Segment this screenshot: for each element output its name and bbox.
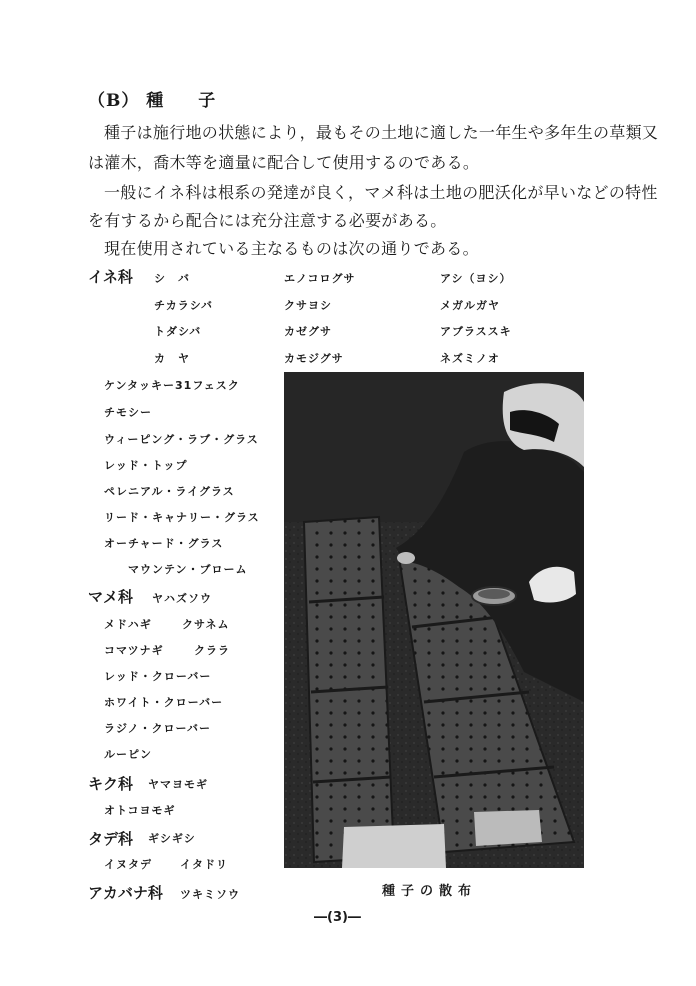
section-title-b: 子	[198, 91, 217, 111]
species-name: ヤハズソウ	[152, 592, 212, 605]
species-name: レッド・トップ	[104, 459, 188, 472]
species-name: エノコログサ	[284, 272, 356, 285]
species-name: イヌタデ	[104, 858, 152, 871]
paragraph-line: を有するから配合には充分注意する必要がある。	[88, 211, 447, 230]
family-label-ine: イネ科	[88, 268, 133, 286]
species-name: トダシバ	[154, 325, 202, 338]
species-name: チカラシバ	[154, 299, 214, 312]
section-title-a: 種	[146, 91, 165, 111]
species-name: クサネム	[182, 618, 230, 631]
species-name: レッド・クローバー	[104, 670, 212, 683]
family-label-mame: マメ科	[88, 588, 134, 606]
species-name: コマツナギ	[104, 644, 164, 657]
species-name: マウンテン・ブローム	[128, 563, 248, 576]
species-name: オーチャード・グラス	[104, 537, 224, 550]
species-name: ラジノ・クローバー	[104, 722, 212, 735]
species-name: ツキミソウ	[180, 888, 240, 901]
seeding-photo	[284, 372, 584, 868]
page-number: ―(3)―	[314, 910, 361, 925]
section-heading	[88, 86, 216, 111]
paragraph-line: は灌木，喬木等を適量に配合して使用するのである。	[88, 153, 480, 172]
species-name: カモジグサ	[284, 352, 344, 365]
family-label-kiku: キク科	[88, 775, 134, 793]
species-name: ホワイト・クローバー	[104, 696, 224, 709]
species-name: ヤマヨモギ	[148, 778, 208, 791]
species-name: メガルガヤ	[440, 299, 500, 312]
section-label: （B）	[88, 91, 140, 111]
photo-caption: 種子の散布	[382, 884, 478, 899]
species-name: ネズミノオ	[440, 352, 500, 365]
species-name: クサヨシ	[284, 299, 332, 312]
species-name: アシ（ヨシ）	[440, 272, 512, 285]
species-name: オトコヨモギ	[104, 804, 176, 817]
paragraph-line: 現在使用されている主なるものは次の通りである。	[104, 239, 479, 258]
species-name: ペレニアル・ライグラス	[104, 485, 235, 498]
species-name: アブラススキ	[440, 325, 512, 338]
species-name: メドハギ	[104, 618, 152, 631]
species-name: イタドリ	[180, 858, 228, 871]
species-name: ウィーピング・ラブ・グラス	[104, 433, 259, 446]
species-name: シ バ	[154, 272, 190, 285]
species-name: クララ	[194, 644, 230, 657]
species-name: リード・キャナリー・グラス	[104, 511, 260, 524]
paragraph-line: 種子は施行地の状態により，最もその土地に適した一年生や多年生の草類又	[104, 123, 659, 142]
species-name: ルーピン	[104, 748, 152, 761]
species-name: ケンタッキー31フェスク	[104, 379, 240, 392]
species-name: チモシー	[104, 406, 152, 419]
paragraph-line: 一般にイネ科は根系の発達が良く，マメ科は土地の肥沃化が早いなどの特性	[104, 183, 658, 202]
family-label-tade: タデ科	[88, 830, 134, 848]
species-name: ギシギシ	[148, 832, 196, 845]
species-name: カ ヤ	[154, 352, 190, 365]
species-name: カゼグサ	[284, 325, 332, 338]
family-label-akabana: アカバナ科	[88, 884, 163, 902]
